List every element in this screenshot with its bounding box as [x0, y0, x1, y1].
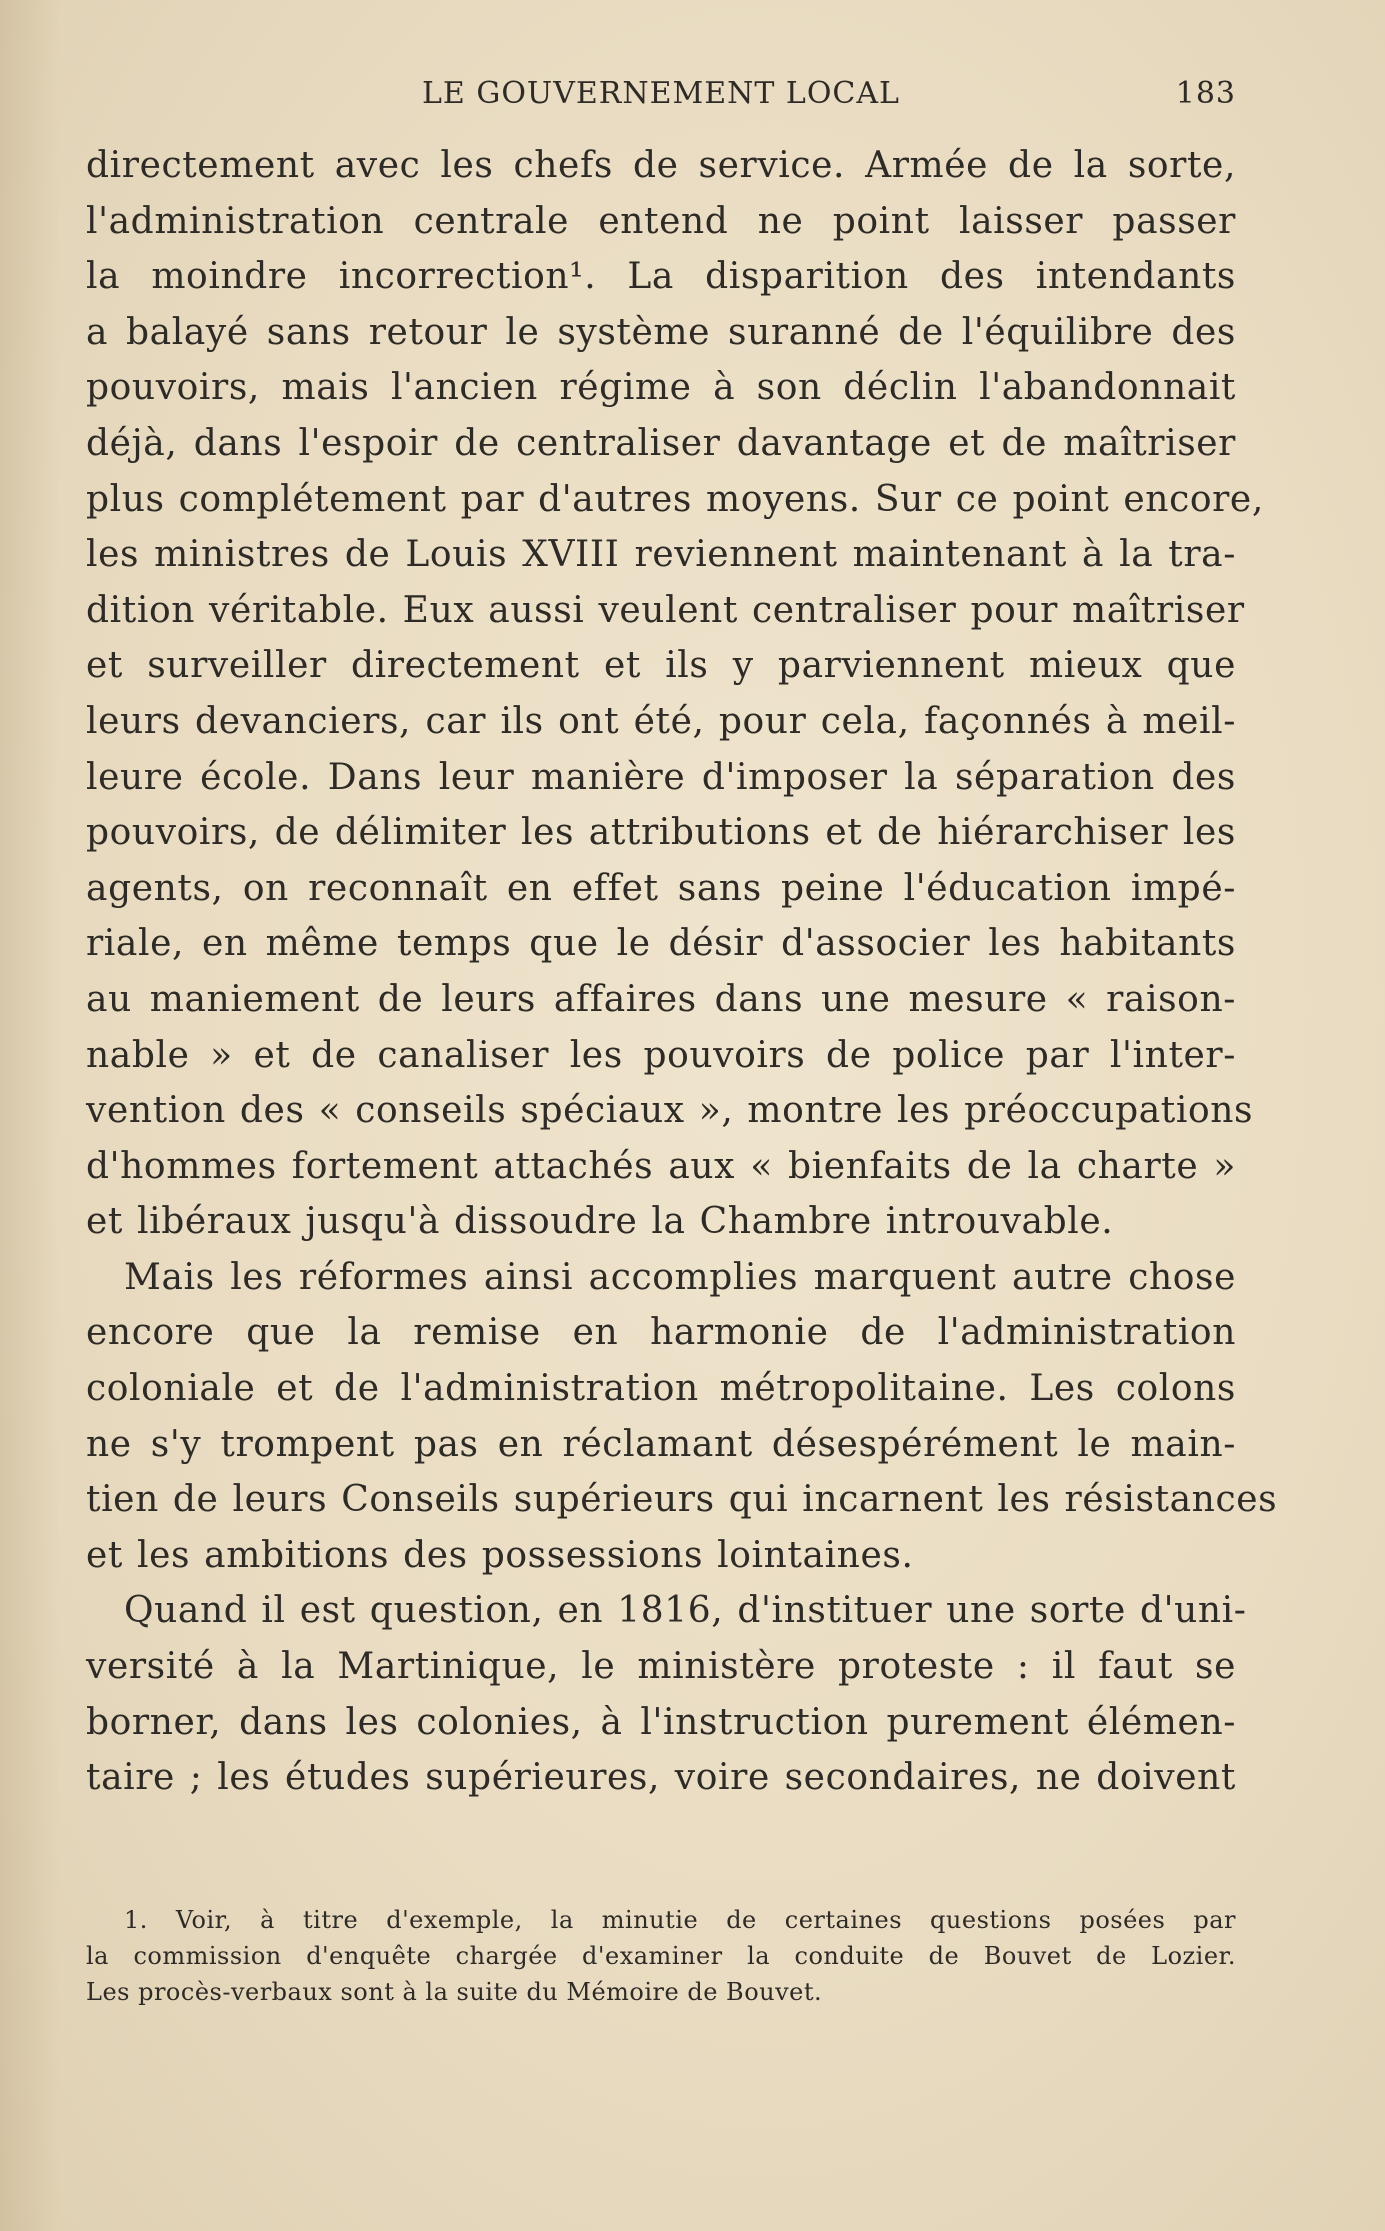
text-line: dition véritable. Eux aussi veulent centraliser pour maîtriser [86, 589, 1245, 631]
text-line: ne s'y trompent pas en réclamant désespérément le main- [86, 1423, 1236, 1465]
text-line: agents, on reconnaît en effet sans peine l'éducation impé- [86, 867, 1236, 909]
text-line: et les ambitions des possessions lointaines. [86, 1534, 914, 1576]
text-line: versité à la Martinique, le ministère proteste : il faut se [86, 1646, 1236, 1688]
text-line: et libéraux jusqu'à dissoudre la Chambre introuvable. [86, 1201, 1114, 1243]
text-line: d'hommes fortement attachés aux « bienfaits de la charte » [86, 1145, 1236, 1187]
text-line: pouvoirs, de délimiter les attributions et de hiérarchiser les [86, 812, 1236, 854]
text-line: a balayé sans retour le système suranné de l'équilibre des [86, 311, 1236, 353]
text-line: leurs devanciers, car ils ont été, pour cela, façonnés à meil- [86, 700, 1236, 742]
footnote-line: la commission d'enquête chargée d'examiner la conduite de Bouvet de Lozier. [86, 1942, 1236, 1970]
footnote-line: 1. Voir, à titre d'exemple, la minutie de certaines questions posées par [124, 1906, 1236, 1934]
text-line: pouvoirs, mais l'ancien régime à son déclin l'abandonnait [86, 367, 1236, 409]
text-line: borner, dans les colonies, à l'instruction purement élémen- [86, 1701, 1236, 1743]
body-text [86, 138, 1278, 1806]
text-line: déjà, dans l'espoir de centraliser davantage et de maîtriser [86, 422, 1236, 464]
text-line: la moindre incorrection¹. La disparition des intendants [86, 256, 1236, 298]
footnotes [86, 1902, 1236, 2010]
text-line: encore que la remise en harmonie de l'administration [86, 1312, 1236, 1354]
text-line: vention des « conseils spéciaux », montre les préoccupations [86, 1090, 1254, 1132]
text-line: leure école. Dans leur manière d'imposer la séparation des [86, 756, 1236, 798]
text-line: plus complétement par d'autres moyens. Sur ce point encore, [86, 478, 1264, 520]
footnote-line: Les procès-verbaux sont à la suite du Mémoire de Bouvet. [86, 1978, 823, 2006]
text-line: et surveiller directement et ils y parviennent mieux que [86, 645, 1236, 687]
text-line: tien de leurs Conseils supérieurs qui incarnent les résistances [86, 1479, 1278, 1521]
page-header [86, 76, 1236, 116]
text-line: coloniale et de l'administration métropolitaine. Les colons [86, 1368, 1236, 1410]
text-line: Quand il est question, en 1816, d'instituer une sorte d'uni- [124, 1590, 1247, 1632]
text-line: au maniement de leurs affaires dans une mesure « raison- [86, 978, 1236, 1020]
page-number: 183 [1175, 76, 1236, 111]
running-title: LE GOUVERNEMENT LOCAL [422, 76, 900, 111]
text-line: les ministres de Louis XVIII reviennent maintenant à la tra- [86, 534, 1236, 576]
text-line: directement avec les chefs de service. Armée de la sorte, [86, 145, 1236, 186]
text-line: riale, en même temps que le désir d'associer les habitants [86, 923, 1236, 965]
text-line: Mais les réformes ainsi accomplies marquent autre chose [124, 1256, 1236, 1298]
text-line: l'administration centrale entend ne point laisser passer [86, 200, 1236, 242]
text-line: taire ; les études supérieures, voire secondaires, ne doivent [86, 1757, 1236, 1799]
text-line: nable » et de canaliser les pouvoirs de police par l'inter- [86, 1034, 1236, 1076]
